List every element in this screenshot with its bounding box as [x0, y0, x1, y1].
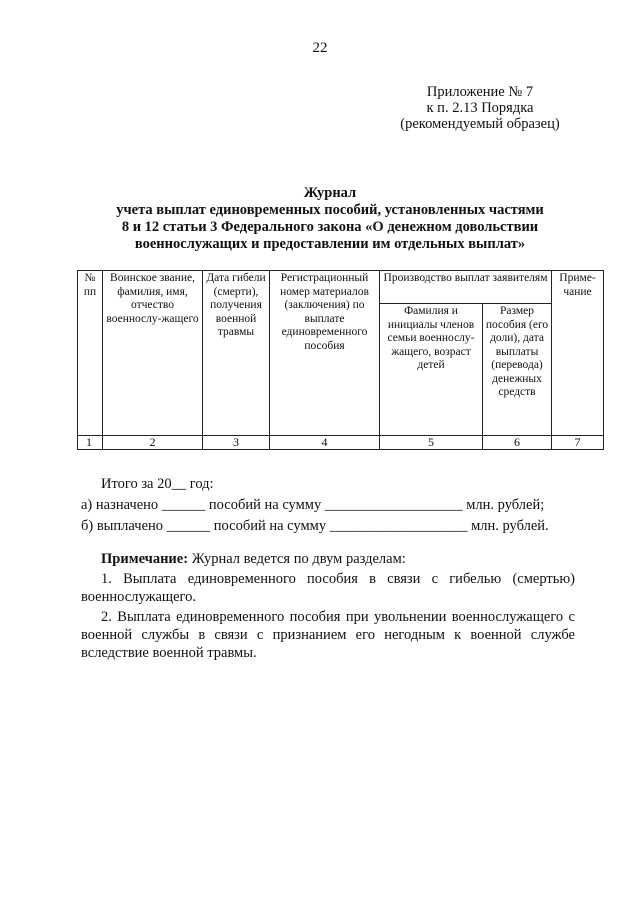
notes-block [81, 550, 575, 664]
header-registration: Регистрационный номер материалов (заключения) по выплате единовременного пособия [270, 271, 380, 436]
header-amount: Размер пособия (его доли), дата выплаты (перевода) денежных средств [483, 304, 552, 436]
note-label: Примечание: [101, 551, 189, 567]
journal-table [77, 270, 604, 450]
note-item-1: 1. Выплата единовременного пособия в связи с гибелью (смертью) военнослужащего. [81, 571, 575, 605]
totals-paid-line: б) выплачено ______ пособий на сумму ___________________ млн. рублей. [81, 518, 549, 534]
totals-block [81, 474, 601, 537]
totals-year-line: Итого за 20__ год: [101, 476, 214, 492]
header-note: Приме-чание [552, 271, 604, 436]
column-number-cell: 4 [270, 436, 380, 450]
column-number-cell: 2 [103, 436, 203, 450]
column-number-cell: 3 [203, 436, 270, 450]
appendix-line-3: (рекомендуемый образец) [400, 116, 560, 132]
header-production: Производство выплат заявителям [380, 271, 552, 304]
note-intro-text: Журнал ведется по двум разделам: [188, 551, 406, 567]
title-line-2: учета выплат единовременных пособий, установленных частями [116, 202, 544, 218]
column-number-row [78, 436, 604, 450]
appendix-reference [395, 84, 565, 132]
title-line-3: 8 и 12 статьи 3 Федерального закона «О денежном довольствии [121, 219, 539, 235]
header-date: Дата гибели (смерти), получения военной травмы [203, 271, 270, 436]
note-heading [81, 550, 575, 568]
header-family: Фамилия и инициалы членов семьи военнослу-жащего, возраст детей [380, 304, 483, 436]
title-line-1: Журнал [303, 185, 357, 201]
appendix-line-1: Приложение № 7 [426, 84, 534, 100]
column-number-cell: 7 [552, 436, 604, 450]
page-number: 22 [312, 40, 328, 56]
totals-assigned-line: а) назначено ______ пособий на сумму ___________________ млн. рублей; [81, 497, 545, 513]
appendix-line-2: к п. 2.13 Порядка [426, 100, 534, 116]
header-number: № пп [78, 271, 103, 436]
note-item-2: 2. Выплата единовременного пособия при увольнении военнослужащего с военной службы в связи с признанием его негодным к военной службе вследствие военной травмы. [81, 609, 575, 661]
column-number-cell: 1 [78, 436, 103, 450]
column-number-cell: 5 [380, 436, 483, 450]
title-line-4: военнослужащих и предоставлении им отдельных выплат» [134, 236, 526, 252]
column-number-cell: 6 [483, 436, 552, 450]
document-title [60, 185, 600, 253]
header-rank-name: Воинское звание, фамилия, имя, отчество военнослу-жащего [103, 271, 203, 436]
